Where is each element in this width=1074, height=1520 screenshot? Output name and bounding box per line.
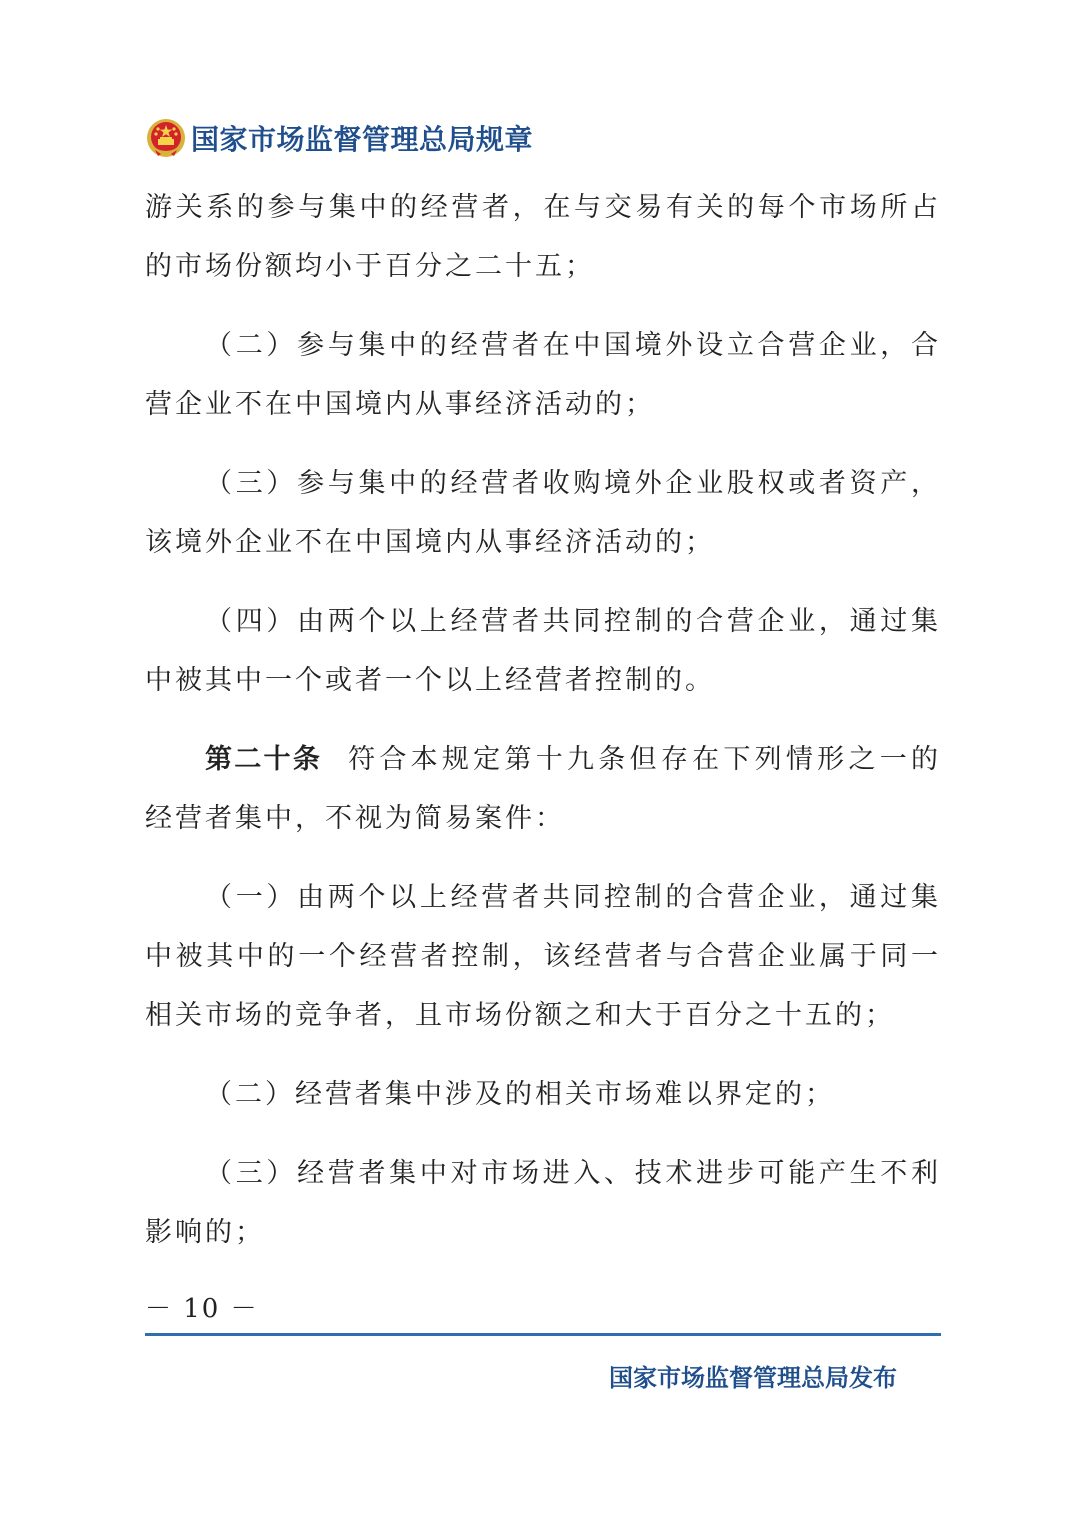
page-header [145, 116, 533, 160]
paragraph-continuation: 游关系的参与集中的经营者，在与交易有关的每个市场所占的市场份额均小于百分之二十五； [145, 192, 941, 282]
paragraph-article20-item-3: （三）经营者集中对市场进入、技术进步可能产生不利影响的； [145, 1158, 941, 1248]
article-text: 符合本规定第十九条但存在下列情形之一的经营者集中，不视为简易案件： [145, 744, 942, 834]
header-title: 国家市场监督管理总局规章 [191, 123, 534, 156]
footer-divider [145, 1333, 941, 1336]
paragraph-item-4: （四）由两个以上经营者共同控制的合营企业，通过集中被其中一个或者一个以上经营者控制的。 [145, 606, 941, 696]
article-label: 第二十条 [205, 744, 323, 775]
document-body [145, 178, 941, 1262]
paragraph-article20-item-1: （一）由两个以上经营者共同控制的合营企业，通过集中被其中的一个经营者控制，该经营者与合营企业属于同一相关市场的竞争者，且市场份额之和大于百分之十五的； [145, 882, 941, 1031]
paragraph-article20-item-2: （二）经营者集中涉及的相关市场难以界定的； [205, 1079, 835, 1110]
article-20-paragraph [145, 730, 941, 848]
page-number: － 10 － [145, 1294, 259, 1324]
national-emblem-icon [145, 117, 187, 159]
paragraph-item-3: （三）参与集中的经营者收购境外企业股权或者资产，该境外企业不在中国境内从事经济活动的； [145, 468, 941, 558]
footer-publisher: 国家市场监督管理总局发布 [609, 1364, 897, 1392]
paragraph-item-2: （二）参与集中的经营者在中国境外设立合营企业，合营企业不在中国境内从事经济活动的； [145, 330, 941, 420]
